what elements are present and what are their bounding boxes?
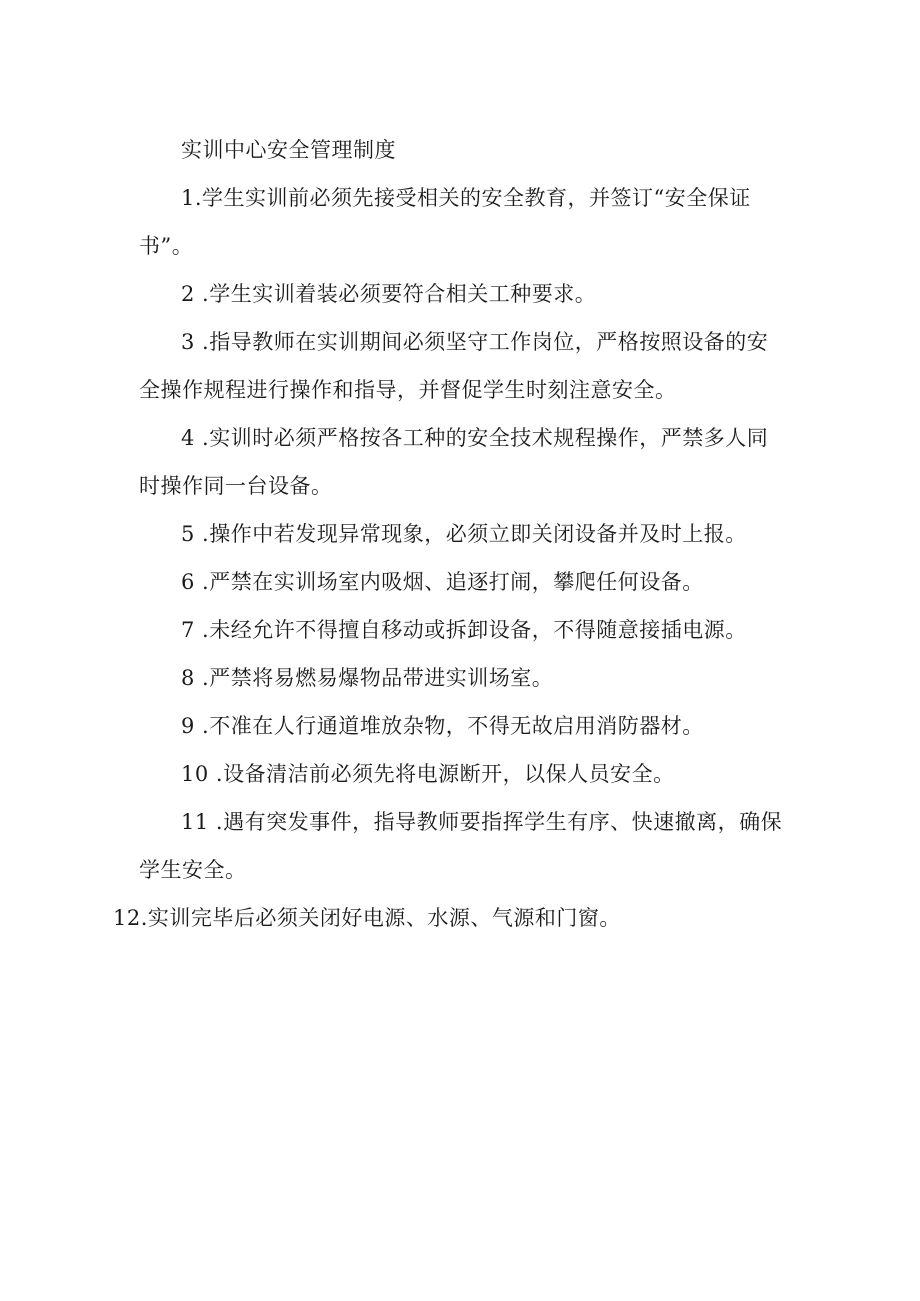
rule-6: 6 .严禁在实训场室内吸烟、追逐打闹，攀爬任何设备。	[181, 570, 704, 594]
document-title: 实训中心安全管理制度	[181, 138, 396, 162]
rule-9: 9 .不准在人行通道堆放杂物，不得无故启用消防器材。	[181, 714, 704, 738]
rule-2: 2 .学生实训着装必须要符合相关工种要求。	[181, 282, 597, 306]
document-body	[113, 126, 791, 942]
rule-5: 5 .操作中若发现异常现象，必须立即关闭设备并及时上报。	[181, 522, 747, 546]
rule-4-line-1: 4 .实训时必须严格按各工种的安全技术规程操作，严禁多人同	[181, 426, 769, 450]
rule-3-line-1: 3 .指导教师在实训期间必须坚守工作岗位，严格按照设备的安	[181, 330, 769, 354]
rule-4-line-2: 时操作同一台设备。	[139, 474, 333, 498]
rule-11-line-1: 11 .遇有突发事件，指导教师要指挥学生有序、快速撤离，确保	[181, 810, 783, 834]
rule-10: 10 .设备清洁前必须先将电源断开，以保人员安全。	[181, 762, 675, 786]
rule-1-line-1: 1.学生实训前必须先接受相关的安全教育，并签订“安全保证	[181, 186, 751, 210]
rule-1-line-2: 书”。	[139, 234, 194, 258]
rule-8: 8 .严禁将易燃易爆物品带进实训场室。	[181, 666, 554, 690]
rule-7: 7 .未经允许不得擅自移动或拆卸设备，不得随意接插电源。	[181, 618, 747, 642]
rule-3-line-2: 全操作规程进行操作和指导，并督促学生时刻注意安全。	[139, 378, 677, 402]
rule-12: 12.实训完毕后必须关闭好电源、水源、气源和门窗。	[113, 906, 621, 930]
rule-11-line-2: 学生安全。	[139, 858, 247, 882]
